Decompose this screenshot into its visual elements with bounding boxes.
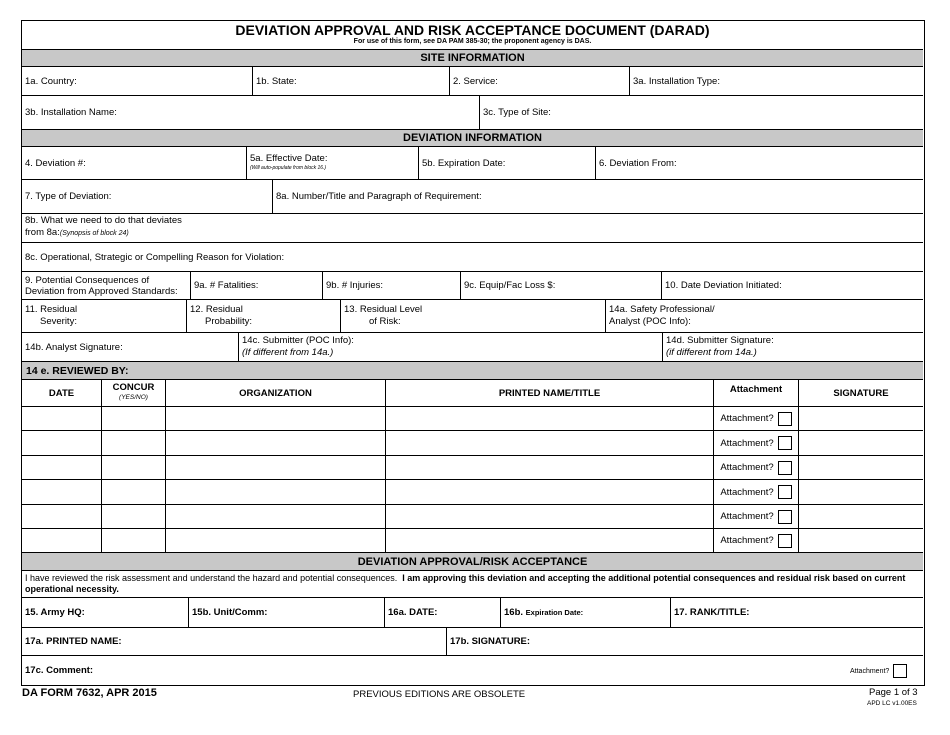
comment-attachment: Attachment? (850, 664, 907, 678)
synopsis-note: (Synopsis of block 24) (59, 230, 129, 237)
approval-signature-field[interactable]: 17b. SIGNATURE: (446, 628, 923, 655)
page-number: Page 1 of 3 (869, 687, 918, 698)
approval-date-field[interactable]: 16a. DATE: (384, 598, 500, 627)
review-signature-cell[interactable] (798, 456, 923, 479)
attachment-checkbox[interactable] (778, 436, 792, 450)
review-name-cell[interactable] (385, 407, 713, 430)
deviation-number-field[interactable]: 4. Deviation #: (25, 157, 86, 169)
state-field[interactable]: 1b. State: (252, 67, 449, 95)
form-number: DA FORM 7632, APR 2015 (22, 687, 157, 699)
review-organization-cell[interactable] (165, 407, 385, 430)
reviewed-by-header: 14 e. REVIEWED BY: (22, 362, 923, 380)
approval-row-1 (22, 598, 923, 628)
review-organization-cell[interactable] (165, 456, 385, 479)
form-title-block (22, 21, 923, 50)
site-type-field[interactable]: 3c. Type of Site: (479, 96, 923, 129)
review-name-cell[interactable] (385, 431, 713, 455)
site-row-2 (22, 96, 923, 130)
review-row (22, 407, 923, 431)
approval-statement: I have reviewed the risk assessment and understand the hazard and potential consequences. I am approving this deviation and accepting the additional potential consequences and residual risk based on current operational necessity. (25, 573, 906, 594)
comment-field[interactable]: 17c. Comment: (25, 665, 94, 676)
review-organization-cell[interactable] (165, 480, 385, 504)
review-row (22, 431, 923, 456)
review-signature-cell[interactable] (798, 407, 923, 430)
signature-column-header: SIGNATURE (798, 380, 923, 406)
country-field[interactable]: 1a. Country: (25, 75, 77, 87)
residual-risk-field[interactable]: 13. Residual Level of Risk: (340, 300, 605, 332)
approval-expiration-field[interactable]: 16b. Expiration Date: (500, 598, 670, 627)
fatalities-field[interactable]: 9a. # Fatalities: (190, 272, 322, 299)
form-subtitle: For use of this form, see DA PAM 385-30; the proponent agency is DAS. (353, 38, 592, 45)
deviation-row-1 (22, 147, 923, 180)
safety-professional-field[interactable]: 14a. Safety Professional/ Analyst (POC Info): (605, 300, 923, 332)
attachment-checkbox[interactable] (778, 510, 792, 524)
requirement-field[interactable]: 8a. Number/Title and Paragraph of Requirement: (272, 180, 923, 213)
darad-form (21, 20, 925, 686)
review-organization-cell[interactable] (165, 505, 385, 528)
analyst-signature-field[interactable]: 14b. Analyst Signature: (25, 341, 123, 353)
date-initiated-field[interactable]: 10. Date Deviation Initiated: (661, 272, 923, 299)
submitter-field[interactable]: 14c. Submitter (POC Info): (If different from 14a.) (238, 333, 662, 361)
injuries-field[interactable]: 9b. # Injuries: (322, 272, 460, 299)
review-concur-cell[interactable] (101, 505, 165, 528)
version-label: APD LC v1.00ES (867, 700, 917, 707)
site-information-header: SITE INFORMATION (22, 50, 923, 67)
review-attachment-cell: Attachment? (713, 431, 798, 455)
review-name-cell[interactable] (385, 456, 713, 479)
deviation-type-field[interactable]: 7. Type of Deviation: (25, 191, 112, 202)
review-organization-cell[interactable] (165, 529, 385, 552)
review-attachment-cell: Attachment? (713, 480, 798, 504)
deviation-information-header: DEVIATION INFORMATION (22, 130, 923, 147)
effective-date-note: (Will auto-populate from block 16.) (250, 165, 327, 171)
submitter-signature-field[interactable]: 14d. Submitter Signature: (if different from 14a.) (662, 333, 923, 361)
residual-probability-field[interactable]: 12. Residual Probability: (186, 300, 340, 332)
editions-note: PREVIOUS EDITIONS ARE OBSOLETE (353, 689, 526, 700)
review-signature-cell[interactable] (798, 480, 923, 504)
equipment-loss-field[interactable]: 9c. Equip/Fac Loss $: (460, 272, 661, 299)
deviation-row-4 (22, 243, 923, 272)
review-concur-cell[interactable] (101, 431, 165, 455)
attachment-checkbox[interactable] (778, 485, 792, 499)
review-organization-cell[interactable] (165, 431, 385, 455)
deviation-row-3 (22, 214, 923, 243)
review-name-cell[interactable] (385, 505, 713, 528)
army-hq-field[interactable]: 15. Army HQ: (25, 607, 85, 618)
review-date-cell[interactable] (22, 505, 101, 528)
review-attachment-cell: Attachment? (713, 456, 798, 479)
deviation-synopsis-field[interactable]: 8b. What we need to do that deviates from 8a:(Synopsis of block 24) (25, 215, 182, 238)
review-concur-cell[interactable] (101, 480, 165, 504)
deviation-row-6 (22, 300, 923, 333)
review-row (22, 456, 923, 480)
deviation-row-5 (22, 272, 923, 300)
review-date-cell[interactable] (22, 407, 101, 430)
unit-comm-field[interactable]: 15b. Unit/Comm: (188, 598, 384, 627)
attachment-column-header: Attachment (713, 380, 798, 406)
review-date-cell[interactable] (22, 431, 101, 455)
review-attachment-cell: Attachment? (713, 407, 798, 430)
printed-name-column-header: PRINTED NAME/TITLE (385, 380, 713, 406)
attachment-checkbox[interactable] (778, 461, 792, 475)
review-date-cell[interactable] (22, 456, 101, 479)
reason-field[interactable]: 8c. Operational, Strategic or Compelling Reason for Violation: (25, 251, 285, 263)
service-field[interactable]: 2. Service: (449, 67, 629, 95)
consequences-label: 9. Potential Consequences of Deviation from Approved Standards: (25, 275, 178, 297)
printed-name-field[interactable]: 17a. PRINTED NAME: (25, 636, 122, 647)
installation-type-field[interactable]: 3a. Installation Type: (629, 67, 923, 95)
deviation-row-2 (22, 180, 923, 214)
site-row-1 (22, 67, 923, 96)
approval-row-3 (22, 656, 923, 685)
date-column-header: DATE (48, 387, 75, 399)
attachment-checkbox[interactable] (778, 412, 792, 426)
review-signature-cell[interactable] (798, 505, 923, 528)
review-name-cell[interactable] (385, 529, 713, 552)
review-attachment-cell: Attachment? (713, 529, 798, 552)
review-signature-cell[interactable] (798, 431, 923, 455)
attachment-checkbox[interactable] (778, 534, 792, 548)
deviation-from-field[interactable]: 6. Deviation From: (595, 147, 923, 179)
comment-attachment-checkbox[interactable] (893, 664, 907, 678)
review-row (22, 480, 923, 505)
approval-row-2 (22, 628, 923, 656)
deviation-row-7 (22, 333, 923, 362)
approval-statement-row (22, 571, 923, 598)
residual-severity-field[interactable]: 11. Residual Severity: (25, 304, 78, 327)
review-table-header (22, 380, 923, 407)
review-row (22, 529, 923, 553)
concur-column-header: CONCUR (YES/NO) (101, 380, 165, 406)
organization-column-header: ORGANIZATION (165, 380, 385, 406)
review-concur-cell[interactable] (101, 529, 165, 552)
review-row (22, 505, 923, 529)
form-title: DEVIATION APPROVAL AND RISK ACCEPTANCE DOCUMENT (DARAD) (235, 22, 710, 38)
review-concur-cell[interactable] (101, 407, 165, 430)
review-concur-cell[interactable] (101, 456, 165, 479)
installation-name-field[interactable]: 3b. Installation Name: (25, 107, 117, 118)
effective-date-field[interactable]: 5a. Effective Date: (Will auto-populate from block 16.) (246, 147, 418, 179)
review-signature-cell[interactable] (798, 529, 923, 552)
review-attachment-cell: Attachment? (713, 505, 798, 528)
review-date-cell[interactable] (22, 480, 101, 504)
review-date-cell[interactable] (22, 529, 101, 552)
rank-title-field[interactable]: 17. RANK/TITLE: (670, 598, 923, 627)
approval-header: DEVIATION APPROVAL/RISK ACCEPTANCE (22, 553, 923, 571)
expiration-date-field[interactable]: 5b. Expiration Date: (418, 147, 595, 179)
review-name-cell[interactable] (385, 480, 713, 504)
